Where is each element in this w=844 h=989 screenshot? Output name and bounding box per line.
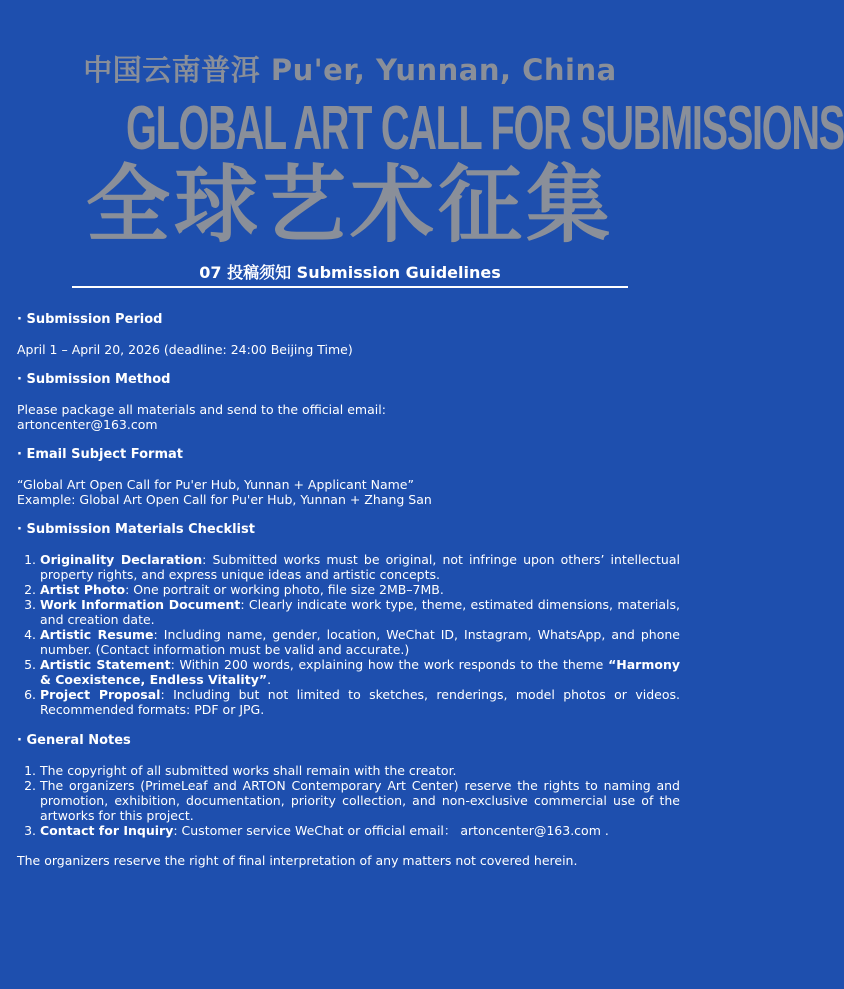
list-item: 1. Originality Declaration: Submitted works must be original, not infringe upon others’ intellectual property rights, and express unique ideas and artistic concepts. <box>40 552 680 582</box>
method-email: artoncenter@163.com <box>17 417 158 432</box>
list-item: 2. The organizers (PrimeLeaf and ARTON Contemporary Art Center) reserve the rights to naming and promotion, exhibition, documentation, priority collection, and non-exclusive commercial use of the artworks for this project. <box>40 778 680 823</box>
location-line: 中国云南普洱 Pu'er, Yunnan, China <box>83 53 617 87</box>
checklist-list <box>17 552 680 717</box>
subject-example: Example: Global Art Open Call for Pu'er Hub, Yunnan + Zhang San <box>17 492 432 507</box>
list-item: 2. Artist Photo: One portrait or working photo, file size 2MB–7MB. <box>40 582 680 597</box>
method-text: Please package all materials and send to the official email: <box>17 402 386 417</box>
period-text: April 1 – April 20, 2026 (deadline: 24:00 Beijing Time) <box>17 342 353 357</box>
subject-format: “Global Art Open Call for Pu'er Hub, Yunnan + Applicant Name” <box>17 477 414 492</box>
guidelines-body <box>17 312 680 868</box>
list-item: 6. Project Proposal: Including but not limited to sketches, renderings, model photos or videos. Recommended formats: PDF or JPG. <box>40 687 680 717</box>
list-item: 1. The copyright of all submitted works shall remain with the creator. <box>40 763 680 778</box>
list-item: 3. Contact for Inquiry: Customer service WeChat or official email： artoncenter@163.com . <box>40 823 680 838</box>
period-heading: · Submission Period <box>17 312 163 327</box>
subtitle-divider <box>72 286 628 288</box>
list-item: 4. Artistic Resume: Including name, gender, location, WeChat ID, Instagram, WhatsApp, and phone number. (Contact information must be valid and accurate.) <box>40 627 680 657</box>
notes-list <box>17 763 680 838</box>
title-english: GLOBAL ART CALL FOR SUBMISSIONS <box>126 94 844 163</box>
method-heading: · Submission Method <box>17 372 171 387</box>
subject-heading: · Email Subject Format <box>17 447 183 462</box>
list-item: 3. Work Information Document: Clearly indicate work type, theme, estimated dimensions, materials, and creation date. <box>40 597 680 627</box>
subtitle: 07 投稿须知 Submission Guidelines <box>199 263 501 282</box>
footer-note: The organizers reserve the right of final interpretation of any matters not covered herein. <box>17 853 578 868</box>
title-chinese: 全球艺术征集 <box>85 156 614 254</box>
notes-heading: · General Notes <box>17 733 131 748</box>
checklist-heading: · Submission Materials Checklist <box>17 522 255 537</box>
list-item: 5. Artistic Statement: Within 200 words, explaining how the work responds to the theme “Harmony & Coexistence, Endless Vitality”. <box>40 657 680 687</box>
